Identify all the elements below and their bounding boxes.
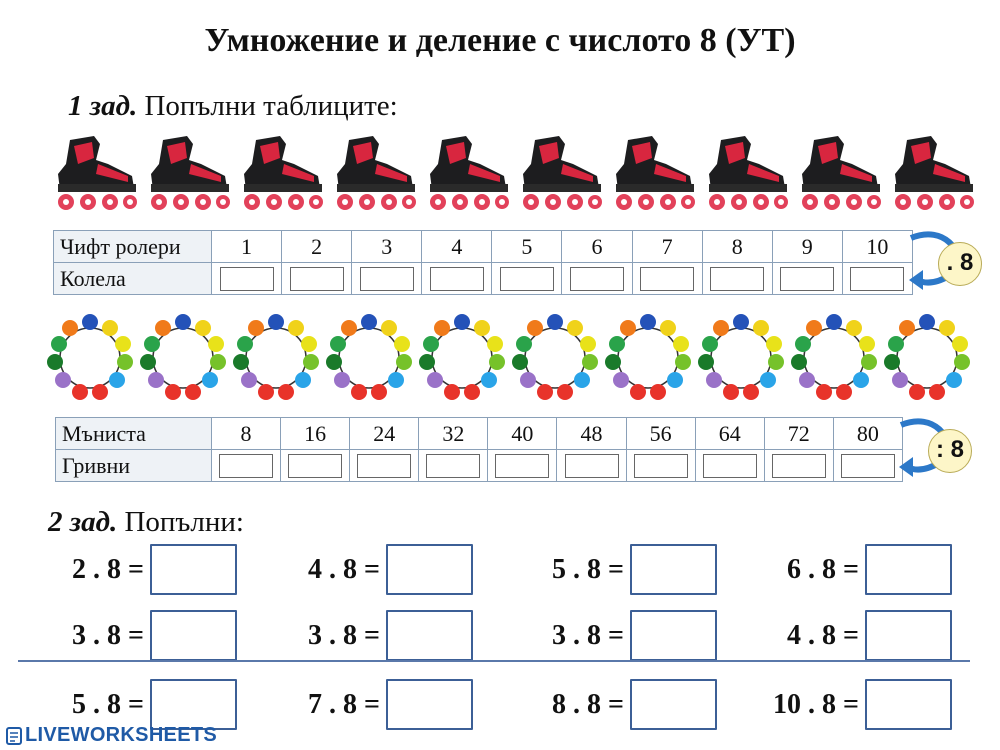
skate-icon bbox=[48, 134, 140, 216]
table-cell: 3 bbox=[352, 231, 422, 263]
table-cell: 24 bbox=[350, 418, 419, 450]
equation-label: 6 . 8 = bbox=[787, 553, 859, 585]
table-cell: 5 bbox=[492, 231, 562, 263]
multiply-by-8-badge: . 8 bbox=[938, 242, 982, 286]
brand-text: LIVEWORKSHEETS bbox=[25, 724, 217, 746]
task1-label: 1 зад. bbox=[68, 90, 138, 122]
answer-input[interactable] bbox=[220, 267, 274, 291]
bracelet-icon bbox=[324, 310, 414, 406]
skate-icon bbox=[327, 134, 419, 216]
answer-cell bbox=[626, 450, 695, 482]
answer-input[interactable] bbox=[630, 610, 717, 661]
task2-label: 2 зад. bbox=[48, 506, 118, 538]
table-row bbox=[56, 418, 903, 450]
liveworksheets-icon bbox=[6, 727, 22, 745]
answer-cell bbox=[212, 450, 281, 482]
answer-cell bbox=[562, 263, 632, 295]
answer-input[interactable] bbox=[841, 454, 895, 478]
table-cell: 16 bbox=[281, 418, 350, 450]
answer-cell bbox=[419, 450, 488, 482]
bracelet-icon bbox=[789, 310, 879, 406]
equation bbox=[787, 610, 952, 661]
row-header-bracelets: Гривни bbox=[56, 450, 212, 482]
equation bbox=[308, 610, 473, 661]
skate-icon bbox=[792, 134, 884, 216]
table-cell: 56 bbox=[626, 418, 695, 450]
task1-heading bbox=[68, 90, 398, 123]
table-cell: 7 bbox=[632, 231, 702, 263]
equation bbox=[72, 679, 237, 730]
answer-input[interactable] bbox=[630, 679, 717, 730]
answer-input[interactable] bbox=[780, 267, 834, 291]
skate-icon bbox=[699, 134, 791, 216]
table-cell: 2 bbox=[282, 231, 352, 263]
equation-label: 3 . 8 = bbox=[552, 619, 624, 651]
answer-input[interactable] bbox=[630, 544, 717, 595]
bracelet-icon bbox=[417, 310, 507, 406]
answer-input[interactable] bbox=[865, 610, 952, 661]
answer-cell bbox=[833, 450, 902, 482]
skate-icon bbox=[141, 134, 233, 216]
row-header-beads: Мъниста bbox=[56, 418, 212, 450]
answer-input[interactable] bbox=[634, 454, 688, 478]
equation-label: 7 . 8 = bbox=[308, 688, 380, 720]
answer-cell bbox=[488, 450, 557, 482]
skate-icon bbox=[234, 134, 326, 216]
equation-label: 5 . 8 = bbox=[552, 553, 624, 585]
table-row bbox=[54, 231, 913, 263]
equation-label: 3 . 8 = bbox=[308, 619, 380, 651]
answer-input[interactable] bbox=[565, 454, 619, 478]
equation bbox=[552, 610, 717, 661]
answer-input[interactable] bbox=[772, 454, 826, 478]
equation-label: 3 . 8 = bbox=[72, 619, 144, 651]
bracelet-icon bbox=[231, 310, 321, 406]
divider bbox=[18, 660, 970, 662]
answer-cell bbox=[212, 263, 282, 295]
answer-cell bbox=[632, 263, 702, 295]
answer-input[interactable] bbox=[710, 267, 764, 291]
answer-input[interactable] bbox=[703, 454, 757, 478]
table-cell: 80 bbox=[833, 418, 902, 450]
answer-cell bbox=[695, 450, 764, 482]
table-cell: 32 bbox=[419, 418, 488, 450]
answer-cell bbox=[842, 263, 912, 295]
table-row bbox=[56, 450, 903, 482]
bracelet-icon bbox=[510, 310, 600, 406]
equation bbox=[308, 679, 473, 730]
table-cell: 6 bbox=[562, 231, 632, 263]
answer-cell bbox=[281, 450, 350, 482]
equation bbox=[787, 544, 952, 595]
equation bbox=[552, 544, 717, 595]
answer-input[interactable] bbox=[357, 454, 411, 478]
row-header-pairs: Чифт ролери bbox=[54, 231, 212, 263]
row-header-wheels: Колела bbox=[54, 263, 212, 295]
answer-cell bbox=[282, 263, 352, 295]
equation-label: 2 . 8 = bbox=[72, 553, 144, 585]
answer-input[interactable] bbox=[150, 679, 237, 730]
answer-input[interactable] bbox=[360, 267, 414, 291]
answer-input[interactable] bbox=[386, 679, 473, 730]
liveworksheets-logo bbox=[6, 724, 217, 747]
equation-label: 4 . 8 = bbox=[787, 619, 859, 651]
equation bbox=[72, 544, 237, 595]
answer-input[interactable] bbox=[426, 454, 480, 478]
equation bbox=[552, 679, 717, 730]
answer-input[interactable] bbox=[219, 454, 273, 478]
equation bbox=[308, 544, 473, 595]
page-title: Умножение и деление с числото 8 (УТ) bbox=[204, 22, 796, 59]
table-cell: 64 bbox=[695, 418, 764, 450]
equation bbox=[773, 679, 952, 730]
answer-cell bbox=[352, 263, 422, 295]
equation bbox=[72, 610, 237, 661]
bracelet-icon bbox=[45, 310, 135, 406]
table-cell: 9 bbox=[772, 231, 842, 263]
bracelet-icon bbox=[696, 310, 786, 406]
task2-heading bbox=[48, 506, 244, 539]
bracelet-icon bbox=[138, 310, 228, 406]
table-cell: 48 bbox=[557, 418, 626, 450]
answer-input[interactable] bbox=[290, 267, 344, 291]
table-cell: 8 bbox=[212, 418, 281, 450]
answer-input[interactable] bbox=[150, 544, 237, 595]
skate-icon bbox=[513, 134, 605, 216]
table-cell: 40 bbox=[488, 418, 557, 450]
equation-label: 5 . 8 = bbox=[72, 688, 144, 720]
equation-label: 10 . 8 = bbox=[773, 688, 859, 720]
table-cell: 10 bbox=[842, 231, 912, 263]
equation-label: 8 . 8 = bbox=[552, 688, 624, 720]
skate-icon bbox=[420, 134, 512, 216]
answer-cell bbox=[422, 263, 492, 295]
skates-illustration bbox=[48, 134, 978, 216]
answer-cell bbox=[557, 450, 626, 482]
table-cell: 8 bbox=[702, 231, 772, 263]
table-row bbox=[54, 263, 913, 295]
answer-input[interactable] bbox=[865, 544, 952, 595]
answer-input[interactable] bbox=[386, 610, 473, 661]
bracelet-icon bbox=[603, 310, 693, 406]
answer-input[interactable] bbox=[640, 267, 694, 291]
roller-skates-table bbox=[53, 230, 913, 295]
task2-text: Попълни: bbox=[124, 506, 244, 538]
answer-input[interactable] bbox=[386, 544, 473, 595]
answer-cell bbox=[772, 263, 842, 295]
answer-input[interactable] bbox=[495, 454, 549, 478]
bracelets-illustration bbox=[45, 310, 975, 406]
answer-cell bbox=[702, 263, 772, 295]
skate-icon bbox=[606, 134, 698, 216]
skate-icon bbox=[885, 134, 977, 216]
bracelet-icon bbox=[882, 310, 972, 406]
beads-table bbox=[55, 417, 903, 482]
table-cell: 72 bbox=[764, 418, 833, 450]
answer-cell bbox=[350, 450, 419, 482]
task1-text: Попълни таблиците: bbox=[144, 90, 398, 122]
table-cell: 4 bbox=[422, 231, 492, 263]
answer-input[interactable] bbox=[430, 267, 484, 291]
answer-input[interactable] bbox=[865, 679, 952, 730]
answer-cell bbox=[764, 450, 833, 482]
answer-input[interactable] bbox=[500, 267, 554, 291]
answer-cell bbox=[492, 263, 562, 295]
answer-input[interactable] bbox=[850, 267, 904, 291]
divide-by-8-badge: : 8 bbox=[928, 429, 972, 473]
answer-input[interactable] bbox=[150, 610, 237, 661]
table-cell: 1 bbox=[212, 231, 282, 263]
equation-label: 4 . 8 = bbox=[308, 553, 380, 585]
answer-input[interactable] bbox=[570, 267, 624, 291]
answer-input[interactable] bbox=[288, 454, 342, 478]
